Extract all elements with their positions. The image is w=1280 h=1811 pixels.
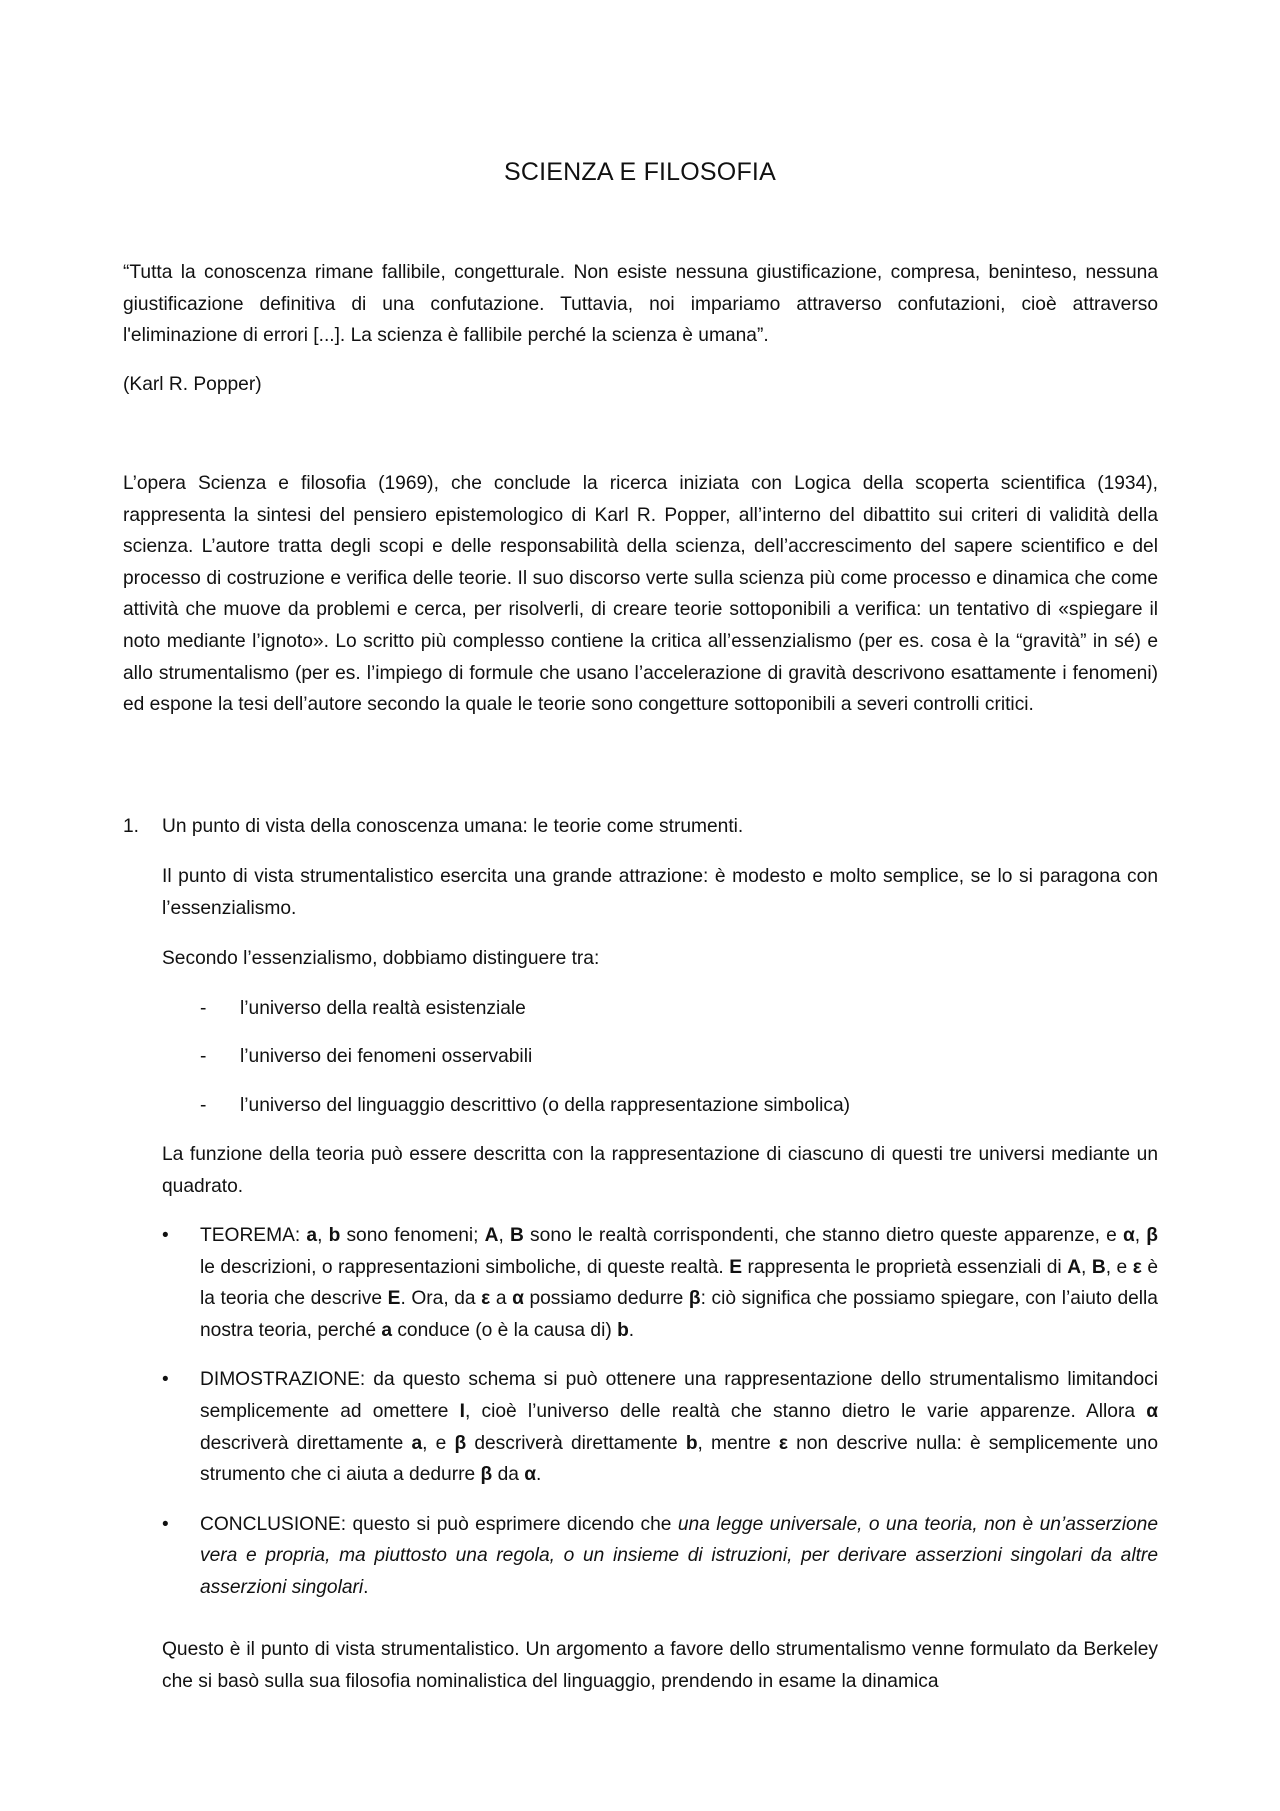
dash-marker: - [200,998,207,1019]
bullet-text: TEOREMA: a, b sono fenomeni; A, B sono le realtà corrispondenti, che stanno dietro queste apparenze, e α, β le descrizioni, o rappresentazioni simboliche, di queste realtà. E rappresenta le proprietà essenziali di A, B, e ε è la teoria che descrive E. Ora, da ε a α possiamo dedurre β: ciò significa che possiamo spiegare, con l’aiuto della nostra teoria, perché a conduce (o è la causa di) b. [200,1225,1158,1341]
paragraph-funzione [162,1139,1158,1202]
quote-text: “Tutta la conoscenza rimane fallibile, congetturale. Non esiste nessuna giustificazione, compresa, beninteso, nessuna giustificazione definitiva di una confutazione. Tuttavia, noi impariamo attraverso confutazioni, cioè attraverso l'eliminazione di errori [...]. La scienza è fallibile perché la scienza è umana”. [123,262,1158,347]
paragraph-berkeley [162,1634,1158,1697]
paragraph-strumentalistico [162,861,1158,924]
universes-list [162,993,1158,1138]
list-item [162,1041,1158,1073]
intro-paragraph [123,468,1158,721]
bullet-marker: • [162,1513,169,1535]
bullet-list [162,1220,1158,1622]
list-item [162,1090,1158,1122]
bullet-dimostrazione [162,1364,1158,1490]
paragraph-text: La funzione della teoria può essere descritta con la rappresentazione di ciascuno di questi tre universi mediante un quadrato. [162,1144,1158,1197]
intro-text: L’opera Scienza e filosofia (1969), che conclude la ricerca iniziata con Logica della scoperta scientifica (1934), rappresenta la sintesi del pensiero epistemologico di Karl R. Popper, all’interno del dibattito sui criteri di validità della scienza. L’autore tratta degli scopi e delle responsabilità della scienza, dell’accrescimento del sapere scientifico e del processo di costruzione e verifica delle teorie. Il suo discorso verte sulla scienza più come processo e dinamica che come attività che muove da problemi e cerca, per risolverli, di creare teorie sottoponibili a verifica: un tentativo di «spiegare il noto mediante l’ignoto». Lo scritto più complesso contiene la critica all’essenzialismo (per es. cosa è la “gravità” in sé) e allo strumentalismo (per es. l’impiego di formule che usano l’accelerazione di gravità descrivono esattamente i fenomeni) ed espone la tesi dell’autore secondo la quale le teorie sono congetture sottoponibili a severi controlli critici. [123,473,1158,716]
paragraph-text: Secondo l’essenzialismo, dobbiamo distinguere tra: [162,948,600,969]
paragraph-text: Il punto di vista strumentalistico esercita una grande attrazione: è modesto e molto semplice, se lo si paragona con l’essenzialismo. [162,866,1158,919]
quote-author [123,369,1158,401]
page-title: SCIENZA E FILOSOFIA [504,158,776,186]
list-item [162,993,1158,1025]
list-item-text: l’universo della realtà esistenziale [240,998,526,1019]
bullet-conclusione [162,1509,1158,1604]
paragraph-text: Questo è il punto di vista strumentalistico. Un argomento a favore dello strumentalismo venne formulato da Berkeley che si basò sulla sua filosofia nominalistica del linguaggio, prendendo in esame la dinamica [162,1639,1158,1692]
bullet-teorema [162,1220,1158,1346]
quote-author-text: (Karl R. Popper) [123,374,262,395]
list-item-text: l’universo dei fenomeni osservabili [240,1046,533,1068]
bullet-text: DIMOSTRAZIONE: da questo schema si può ottenere una rappresentazione dello strumentalismo limitandoci semplicemente ad omettere I, cioè l’universo delle realtà che stanno dietro le varie apparenze. Allora α descriverà direttamente a, e β descriverà direttamente b, mentre ε non descrive nulla: è semplicemente uno strumento che ci aiuta a dedurre β da α. [200,1369,1159,1486]
section-number: 1. [123,816,140,837]
dash-marker: - [200,1094,207,1116]
section-heading-text: Un punto di vista della conoscenza umana: le teorie come strumenti. [162,816,744,837]
bullet-marker: • [162,1225,169,1246]
section-1-heading [123,811,1158,843]
list-item-text: l’universo del linguaggio descrittivo (o della rappresentazione simbolica) [240,1094,851,1116]
bullet-marker: • [162,1369,169,1391]
opening-quote [123,257,1158,352]
dash-marker: - [200,1046,207,1068]
paragraph-essenzialismo [162,943,1158,975]
bullet-text: CONCLUSIONE: questo si può esprimere dicendo che una legge universale, o una teoria, non è un’asserzione vera e propria, ma piuttosto una regola, o un insieme di istruzioni, per derivare asserzioni singolari da altre asserzioni singolari. [200,1513,1158,1598]
